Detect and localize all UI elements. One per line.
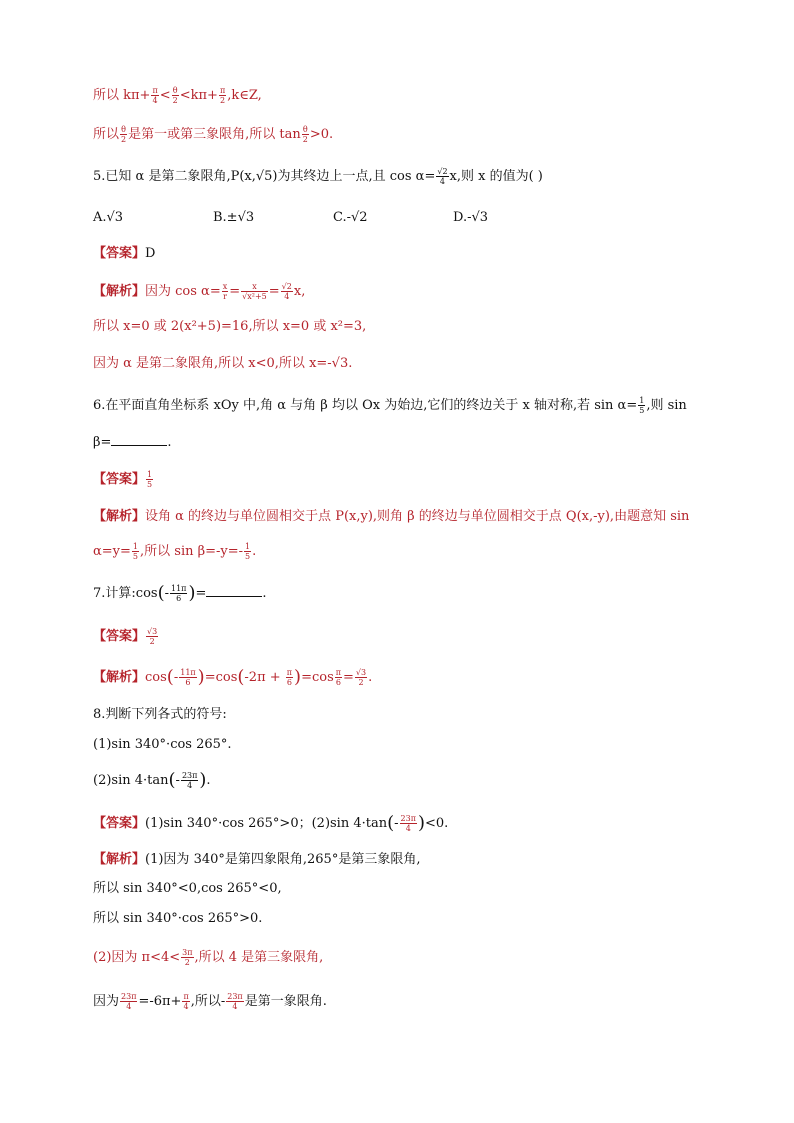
fraction-1-over-5: $\frac{1}{5}$ [639, 396, 645, 415]
explanation-tag: 【解析】 [93, 852, 146, 867]
question-8-explanation-5: 因为 $\frac{23\pi}{4}$ =-6π+ $\frac{\pi}{4}$ ,所以- $\frac{23\pi}{4}$ 是第一象限角. [93, 992, 327, 1011]
text-line-tan-sign: 所以 $\frac{\theta}{2}$ 是第一或第三象限角,所以 tan $\frac{\theta}{2}$ >0. [93, 125, 334, 144]
question-6-text-1: 6.在平面直角坐标系 xOy 中,角 α 与角 β 均以 Ox 为始边,它们的终边关于 x 轴对称,若 sin α= $\frac{1}{5}$ ,则 sin [93, 396, 687, 415]
answer-tag: 【答案】 [93, 472, 146, 487]
answer-blank [206, 584, 262, 597]
fraction-pi-over-4: $\frac{\pi}{4}$ [152, 86, 158, 105]
question-5-text: 5.已知 α 是第二象限角,P(x,√5)为其终边上一点,且 cos α= $\frac{√2}{4}$ x,则 x 的值为( ) [93, 167, 543, 186]
question-5-answer: 【答案】D [93, 246, 156, 261]
question-8-item-1: (1)sin 340°·cos 265°. [93, 737, 232, 752]
question-6-answer [93, 470, 154, 489]
question-7-text: 7.计算:cos(- $\frac{11\pi}{6}$ )= . [93, 582, 267, 604]
answer-tag: 【答案】 [93, 629, 146, 644]
fraction-pi-over-2: $\frac{\pi}{2}$ [219, 86, 226, 105]
fraction-sqrt2-over-4: $\frac{√2}{4}$ [437, 167, 448, 186]
fraction-23pi-over-4: $\frac{23\pi}{4}$ [121, 992, 137, 1011]
option-c: C.-√2 [333, 210, 368, 225]
question-8-explanation-2: 所以 sin 340°<0,cos 265°<0, [93, 881, 282, 896]
fraction-3pi-over-2: $\frac{3\pi}{2}$ [182, 948, 193, 967]
question-7-answer [93, 627, 159, 646]
answer-tag: 【答案】 [93, 246, 146, 261]
question-5-explanation-1: 【解析】因为 cos α= $\frac{x}{r}$ = $\frac{x}{\text{√x²+5}}$ = $\frac{√2}{4}$ x, [93, 282, 306, 301]
question-5-explanation-3: 因为 α 是第二象限角,所以 x<0,所以 x=-√3. [93, 356, 353, 371]
answer-blank [111, 433, 167, 446]
option-a: A.√3 [93, 210, 124, 225]
fraction-1-over-5: $\frac{1}{5}$ [245, 542, 251, 561]
question-5-options [93, 209, 573, 227]
fraction-x-over-sqrt: $\frac{x}{\text{√x²+5}}$ [242, 282, 267, 301]
question-6-explanation-2: α=y= $\frac{1}{5}$ ,所以 sin β=-y=- $\frac{1}{5}$ . [93, 542, 257, 561]
fraction-theta-over-2: $\frac{\theta}{2}$ [302, 125, 308, 144]
question-8-explanation-1: 【解析】(1)因为 340°是第四象限角,265°是第三象限角, [93, 852, 421, 867]
fraction-11pi-over-6: $\frac{11\pi}{6}$ [180, 668, 196, 687]
question-6-text-2: β= . [93, 435, 172, 450]
answer-tag: 【答案】 [93, 816, 146, 831]
question-8-item-2: (2)sin 4·tan(- $\frac{23\pi}{4}$ ). [93, 769, 211, 791]
fraction-pi-over-6: $\frac{\pi}{6}$ [286, 668, 293, 687]
fraction-sqrt3-over-2: $\frac{√3}{2}$ [355, 668, 367, 687]
question-8-explanation-4: (2)因为 π<4< $\frac{3\pi}{2}$ ,所以 4 是第三象限角, [93, 948, 324, 967]
fraction-sqrt3-over-2: $\frac{√3}{2}$ [147, 627, 158, 646]
explanation-tag: 【解析】 [93, 284, 146, 299]
question-5-explanation-2: 所以 x=0 或 2(x²+5)=16,所以 x=0 或 x²=3, [93, 319, 367, 334]
fraction-1-over-5: $\frac{1}{5}$ [147, 470, 153, 489]
fraction-theta-over-2: $\frac{\theta}{2}$ [121, 125, 127, 144]
fraction-pi-over-4: $\frac{\pi}{4}$ [183, 992, 189, 1011]
fraction-sqrt2-over-4: $\frac{√2}{4}$ [281, 282, 292, 301]
explanation-tag: 【解析】 [93, 509, 146, 524]
fraction-theta-over-2: $\frac{\theta}{2}$ [172, 86, 178, 105]
fraction-1-over-5: $\frac{1}{5}$ [132, 542, 139, 561]
explanation-tag: 【解析】 [93, 670, 146, 685]
option-d: D.-√3 [453, 210, 489, 225]
question-8-explanation-3: 所以 sin 340°·cos 265°>0. [93, 911, 263, 926]
fraction-pi-over-6: $\frac{\pi}{6}$ [335, 668, 342, 687]
text-line-quadrant-range: 所以 kπ+ $\frac{\pi}{4}$ < $\frac{\theta}{2}$ <kπ+ $\frac{\pi}{2}$ ,k∈Z, [93, 86, 262, 105]
question-8-answer: 【答案】(1)sin 340°·cos 265°>0；(2)sin 4·tan(- $\frac{23\pi}{4}$ )<0. [93, 812, 449, 834]
question-7-explanation: 【解析】cos(- $\frac{11\pi}{6}$ )=cos(-2π + $\frac{\pi}{6}$ )=cos $\frac{\pi}{6}$ = $\frac{√3}{2}$ . [93, 666, 373, 688]
fraction-x-over-r: $\frac{x}{r}$ [222, 282, 228, 301]
fraction-23pi-over-4: $\frac{23\pi}{4}$ [227, 992, 243, 1011]
fraction-23pi-over-4: $\frac{23\pi}{4}$ [400, 814, 416, 833]
fraction-23pi-over-4: $\frac{23\pi}{4}$ [181, 771, 198, 790]
question-6-explanation-1: 【解析】设角 α 的终边与单位圆相交于点 P(x,y),则角 β 的终边与单位圆相交于点 Q(x,-y),由题意知 sin [93, 509, 690, 524]
option-b: B.±√3 [213, 210, 255, 225]
fraction-11pi-over-6: $\frac{11\pi}{6}$ [171, 584, 187, 603]
question-8-title: 8.判断下列各式的符号: [93, 707, 227, 722]
